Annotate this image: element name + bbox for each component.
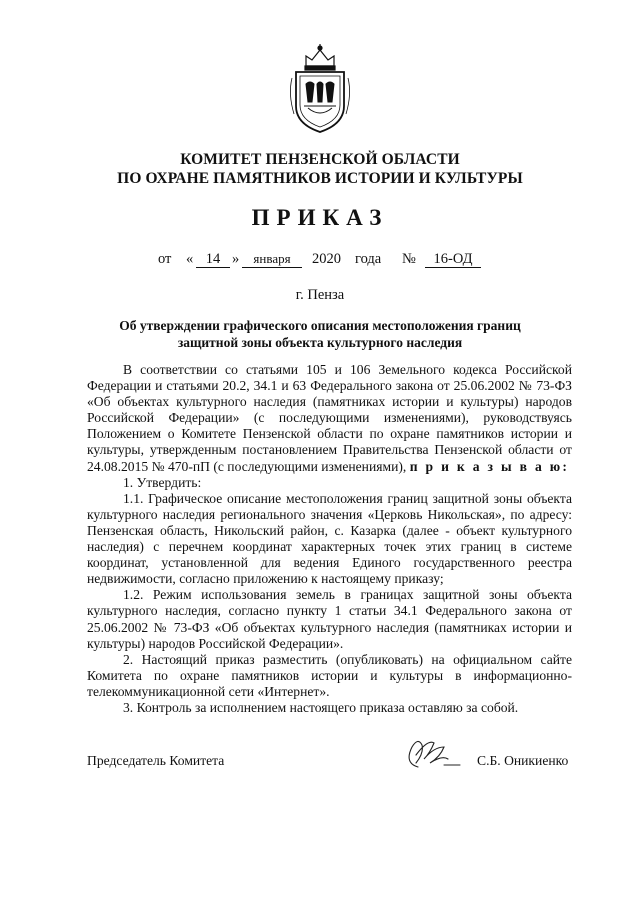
number-sign: №	[402, 251, 416, 267]
quote-close: »	[232, 251, 240, 267]
order-body	[87, 362, 572, 716]
order-subject	[100, 317, 540, 351]
signature-icon	[400, 733, 462, 773]
quote-open: «	[186, 251, 194, 267]
organization-name-line2: ПО ОХРАНЕ ПАМЯТНИКОВ ИСТОРИИ И КУЛЬТУРЫ	[117, 170, 523, 187]
item-1-1: 1.1. Графическое описание местоположения границ защитной зоны объекта культурного наследия регионального значения «Церковь Никольская», по адресу: Пензенская область, Никольский район, с. Казарка (далее - объект культурного наследия) с перечнем координат характерных точек этих границ в системе координат, установленной для ведения Единого государственного реестра недвижимости, согласно приложению к настоящему приказу;	[87, 490, 572, 587]
subject-line2: защитной зоны объекта культурного наследия	[177, 335, 463, 350]
date-day: 14	[196, 251, 230, 268]
date-number-line	[0, 251, 640, 273]
preamble-paragraph	[87, 362, 572, 475]
date-month: января	[242, 251, 302, 268]
document-type-title: ПРИКАЗ	[251, 205, 389, 230]
date-year: 2020	[312, 251, 341, 267]
subject-line1: Об утверждении графического описания местоположения границ	[119, 318, 521, 333]
order-word: п р и к а з ы в а ю:	[409, 458, 570, 474]
preamble-text: В соответствии со статьями 105 и 106 Земельного кодекса Российской Федерации и статьями 20.2, 34.1 и 63 Федерального закона от 25.06.2002 № 73-ФЗ «Об объектах культурного наследия (памятниках истории и культуры) народов Российской Федерации» (с последующими изменениями), руководствуясь Положением о Комитете Пензенской области по охране памятников истории и культуры, утвержденным постановлением Правительства Пензенской области от 24.08.2015 № 470-пП (с последующими изменениями),	[87, 362, 572, 474]
item-2: 2. Настоящий приказ разместить (опубликовать) на официальном сайте Комитета по охране памятников истории и культуры в информационно-телекоммуникационной сети «Интернет».	[87, 651, 572, 699]
item-1-2: 1.2. Режим использования земель в границах защитной зоны объекта культурного наследия, согласно пункту 1 статьи 34.1 Федерального закона от 25.06.2002 № 73-ФЗ «Об объектах культурного наследия (памятниках истории и культуры) народов Российской Федерации».	[87, 587, 572, 651]
order-number: 16-ОД	[425, 251, 481, 268]
organization-name-line1: КОМИТЕТ ПЕНЗЕНСКОЙ ОБЛАСТИ	[180, 151, 460, 168]
signatory-name: С.Б. Оникиенко	[477, 753, 569, 768]
item-3: 3. Контроль за исполнением настоящего приказа оставляю за собой.	[123, 699, 519, 715]
city-name: г. Пенза	[295, 287, 345, 303]
year-label: года	[355, 251, 382, 267]
item-1: 1. Утвердить:	[123, 474, 202, 490]
coat-of-arms-icon	[284, 44, 356, 136]
signatory-position: Председатель Комитета	[87, 753, 225, 768]
date-from-label: от	[158, 251, 172, 267]
